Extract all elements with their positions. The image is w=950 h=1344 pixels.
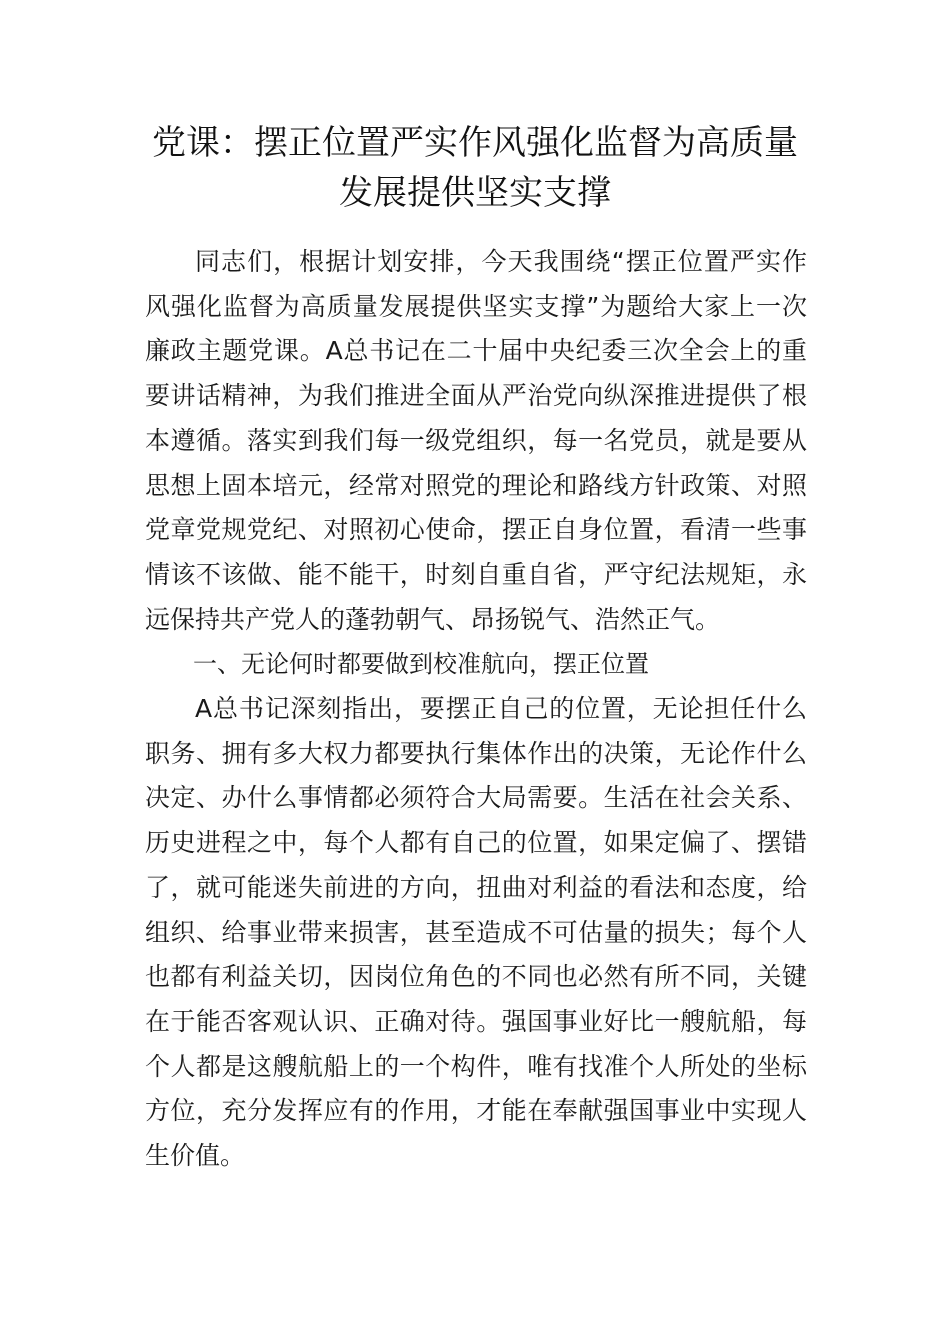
- document-body: [145, 240, 807, 1179]
- document-title: 党课：摆正位置严实作风强化监督为高质量发展提供坚实支撑: [152, 123, 798, 213]
- paragraph-intro: 同志们，根据计划安排，今天我围绕“摆正位置严实作风强化监督为高质量发展提供坚实支撑”为题给大家上一次廉政主题党课。A总书记在二十届中央纪委三次全会上的重要讲话精神，为我们推进全面从严治党向纵深推进提供了根本遵循。落实到我们每一级党组织，每一名党员，就是要从思想上固本培元，经常对照党的理论和路线方针政策、对照党章党规党纪、对照初心使命，摆正自身位置，看清一些事情该不该做、能不能干，时刻自重自省，严守纪法规矩，永远保持共产党人的蓬勃朝气、昂扬锐气、浩然正气。: [145, 247, 807, 634]
- paragraph-section-1: A总书记深刻指出，要摆正自己的位置，无论担任什么职务、拥有多大权力都要执行集体作出的决策，无论作什么决定、办什么事情都必须符合大局需要。生活在社会关系、历史进程之中，每个人都有自己的位置，如果定偏了、摆错了，就可能迷失前进的方向，扭曲对利益的看法和态度，给组织、给事业带来损害，甚至造成不可估量的损失；每个人也都有利益关切，因岗位角色的不同也必然有所不同，关键在于能否客观认识、正确对待。强国事业好比一艘航船，每个人都是这艘航船上的一个构件，唯有找准个人所处的坐标方位，充分发挥应有的作用，才能在奉献强国事业中实现人生价值。: [145, 694, 807, 1171]
- section-heading-1: 一、无论何时都要做到校准航向，摆正位置: [193, 650, 649, 679]
